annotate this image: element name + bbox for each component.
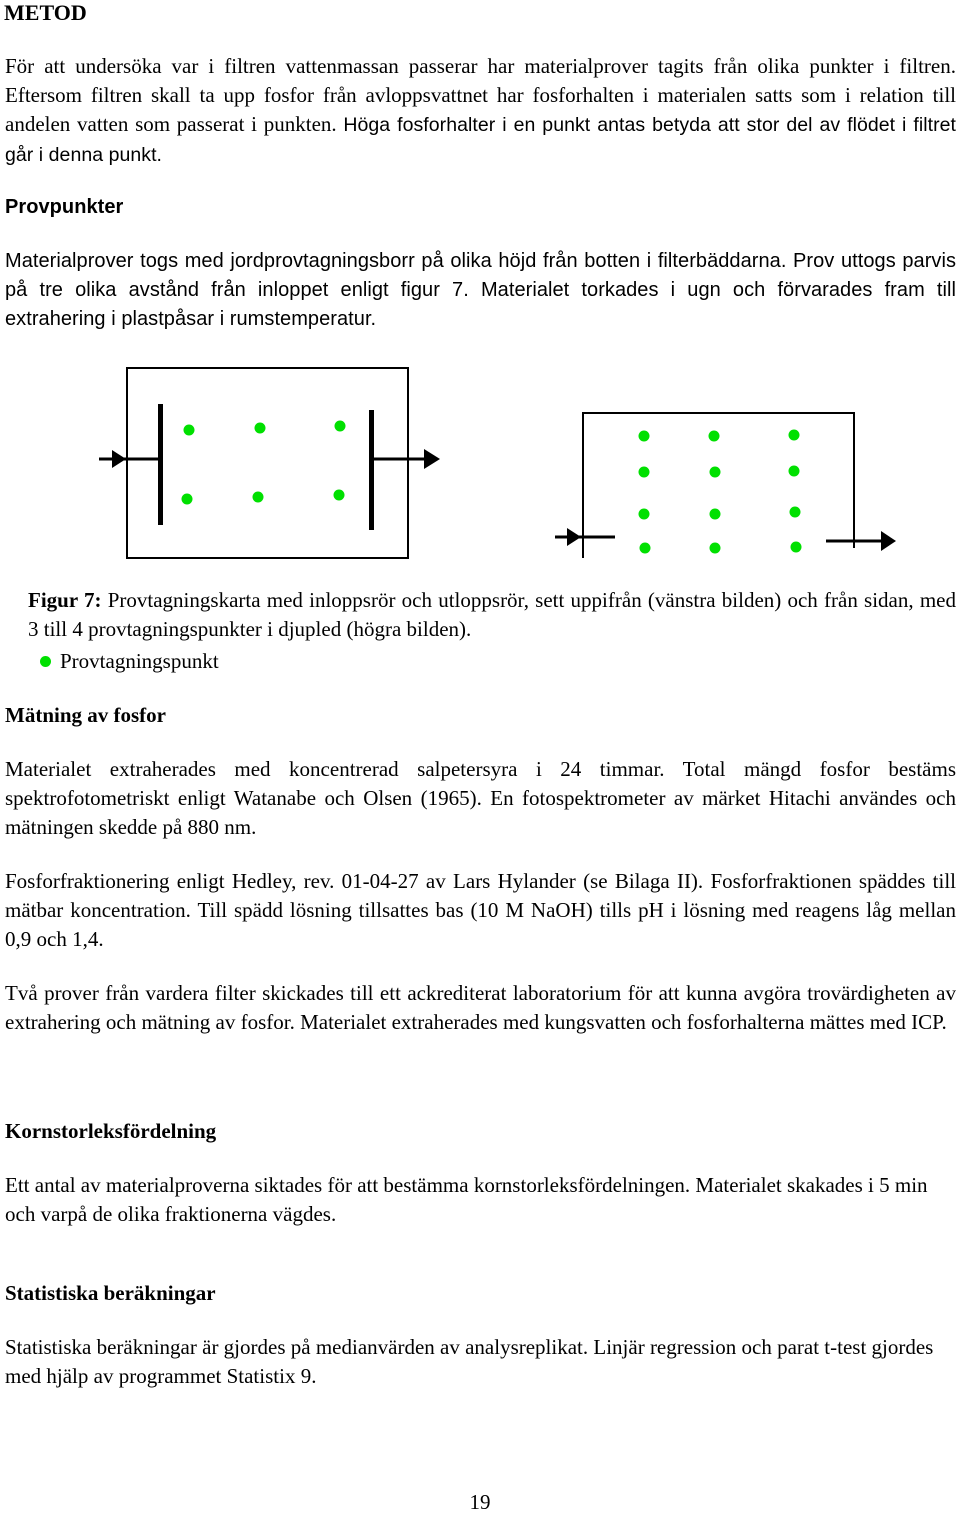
- section-heading-provpunkter: Provpunkter: [5, 196, 124, 218]
- paragraph-intro-part-b: Höga fosforhalter i en punkt antas betyda att stor del av flödet i filtret går i denna punkt.: [5, 114, 956, 166]
- paragraph-intro-part-a: För att undersöka var i filtren vattenmassan passerar har materialprover tagits från olika punkter i filtren. Eftersom filtren skall ta upp fosfor från avloppsvattnet har fosforhalten i materialen satts som i relation till andelen vatten som passerat i punkten.: [5, 54, 956, 136]
- paragraph-kornstorlek: Ett antal av materialproverna siktades för att bestämma kornstorleksfördelningen. Materialet skakades i 5 min och varpå de olika fraktionerna vägdes.: [5, 1173, 928, 1226]
- sampling-point: [255, 423, 266, 434]
- figure-caption-label: Figur 7:: [28, 588, 102, 612]
- side-view-diagram: [555, 413, 896, 558]
- outlet-arrow-icon: [424, 449, 440, 469]
- side-outlet-arrow-icon: [881, 531, 896, 551]
- sampling-point: [639, 431, 650, 442]
- section-heading-matning: Mätning av fosfor: [5, 703, 166, 727]
- figure-caption-text: Provtagningskarta med inloppsrör och utloppsrör, sett uppifrån (vänstra bilden) och från sidan, med 3 till 4 provtagningspunkter i djupled (högra bilden).: [28, 588, 956, 641]
- sampling-point: [639, 467, 650, 478]
- inlet-pipe-bar: [158, 404, 163, 525]
- figure-caption: [28, 586, 956, 644]
- figure-legend-label: Provtagningspunkt: [60, 649, 219, 673]
- filter-bed-outline-top: [127, 368, 408, 558]
- top-view-diagram: [99, 368, 440, 558]
- sampling-point: [334, 490, 345, 501]
- sampling-point: [335, 421, 346, 432]
- side-inlet-arrow-icon: [567, 528, 581, 546]
- inlet-arrow-icon: [112, 450, 126, 468]
- paragraph-matning-1: Materialet extraherades med koncentrerad salpetersyra i 24 timmar. Total mängd fosfor bestäms spektrofotometriskt enligt Watanabe och Olsen (1965). En fotospektrometer av märket Hitachi användes och mätningen skedde på 880 nm.: [5, 757, 956, 839]
- paragraph-provpunkter: Materialprover togs med jordprovtagningsborr på olika höjd från botten i filterbäddarna. Prov uttogs parvis på tre olika avstånd från inloppet enligt figur 7. Materialet torkades i ugn och förvarades fram till extrahering i plastpåsar i rumstemperatur.: [5, 250, 956, 330]
- section-heading-statistik: Statistiska beräkningar: [5, 1281, 216, 1305]
- paragraph-statistik: Statistiska beräkningar är gjordes på medianvärden av analysreplikat. Linjär regression och parat t-test gjordes med hjälp av programmet Statistix 9.: [5, 1335, 934, 1388]
- sampling-point: [253, 492, 264, 503]
- sampling-point: [789, 430, 800, 441]
- sampling-point: [640, 543, 651, 554]
- paragraph-matning-2: Fosforfraktionering enligt Hedley, rev. 01-04-27 av Lars Hylander (se Bilaga II). Fosforfraktionen späddes till mätbar koncentration. Till spädd lösning tillsattes bas (10 M NaOH) tills pH i lösning med reagens låg mellan 0,9 och 1,4.: [5, 869, 956, 951]
- figure-7-sampling-map: [0, 0, 960, 600]
- sampling-point: [710, 467, 721, 478]
- sampling-point-legend-icon: [40, 656, 51, 667]
- sampling-point: [182, 494, 193, 505]
- sampling-point: [709, 431, 720, 442]
- figure-legend: [40, 647, 219, 676]
- paragraph-matning-3: Två prover från vardera filter skickades till ett ackrediterat laboratorium för att kunna avgöra trovärdigheten av extrahering och mätning av fosfor. Materialet extraherades med kungsvatten och fosforhalterna mättes med ICP.: [5, 981, 956, 1034]
- sampling-point: [710, 509, 721, 520]
- page-number: 19: [469, 1490, 491, 1514]
- sampling-point: [789, 466, 800, 477]
- sampling-point: [791, 542, 802, 553]
- section-heading-metod: METOD: [4, 0, 87, 25]
- section-heading-kornstorlek: Kornstorleksfördelning: [5, 1119, 217, 1143]
- sampling-point: [710, 543, 721, 554]
- sampling-point: [790, 507, 801, 518]
- outlet-pipe-bar: [369, 410, 374, 530]
- sampling-point: [639, 509, 650, 520]
- sampling-point: [184, 425, 195, 436]
